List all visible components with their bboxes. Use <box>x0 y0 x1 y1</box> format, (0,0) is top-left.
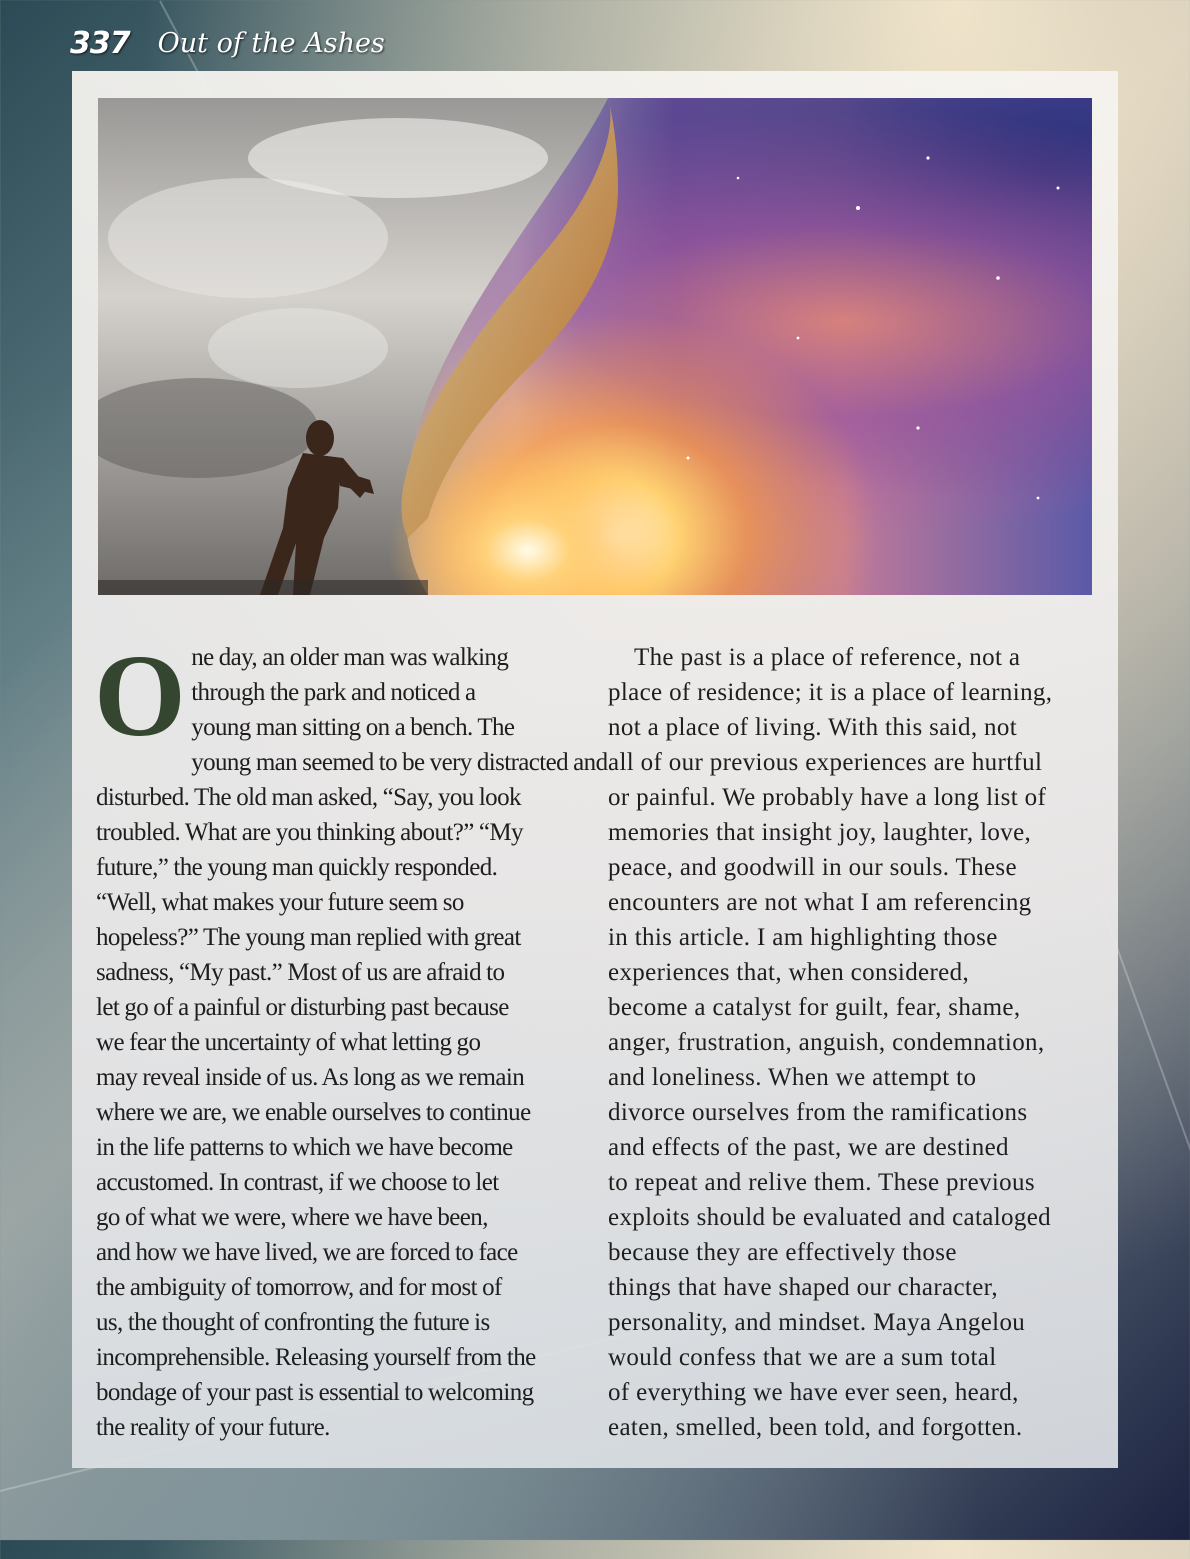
text-line: not a place of living. With this said, not <box>608 714 1018 741</box>
magazine-title: Out of the Ashes <box>157 27 385 59</box>
text-line: The past is a place of reference, not a <box>608 644 1021 671</box>
text-line: let go of a painful or disturbing past because <box>96 994 509 1021</box>
text-line: exploits should be evaluated and cataloged <box>608 1204 1052 1231</box>
page-number: 337 <box>70 25 130 61</box>
text-line: things that have shaped our character, <box>608 1274 998 1301</box>
article-left-column <box>94 630 608 1445</box>
page-header <box>70 20 385 66</box>
text-line: memories that insight joy, laughter, love, <box>608 819 1032 846</box>
text-line: bondage of your past is essential to welcoming <box>96 1379 534 1406</box>
text-line: and loneliness. When we attempt to <box>608 1064 977 1091</box>
text-line: all of our previous experiences are hurtful <box>608 749 1043 776</box>
text-line: divorce ourselves from the ramifications <box>608 1099 1028 1126</box>
text-line: eaten, smelled, been told, and forgotten. <box>608 1414 1023 1441</box>
text-line: we fear the uncertainty of what letting go <box>96 1029 481 1056</box>
text-line: may reveal inside of us. As long as we remain <box>96 1064 525 1091</box>
hero-image <box>98 98 1092 595</box>
text-line: in this article. I am highlighting those <box>608 924 998 951</box>
text-line: incomprehensible. Releasing yourself from the <box>96 1344 536 1371</box>
text-line: sadness, “My past.” Most of us are afraid to <box>96 959 505 986</box>
text-line: experiences that, when considered, <box>608 959 970 986</box>
text-line: accustomed. In contrast, if we choose to let <box>96 1169 499 1196</box>
text-line: personality, and mindset. Maya Angelou <box>608 1309 1026 1336</box>
text-line: “Well, what makes your future seem so <box>96 889 464 916</box>
text-line: go of what we were, where we have been, <box>96 1204 488 1231</box>
text-line: and how we have lived, we are forced to face <box>96 1239 518 1266</box>
text-line: peace, and goodwill in our souls. These <box>608 854 1017 881</box>
text-line: would confess that we are a sum total <box>608 1344 997 1371</box>
text-line: in the life patterns to which we have become <box>96 1134 513 1161</box>
text-line: where we are, we enable ourselves to continue <box>96 1099 531 1126</box>
text-line: through the park and noticed a <box>191 679 476 706</box>
text-line: or painful. We probably have a long list of <box>608 784 1047 811</box>
text-line: young man sitting on a bench. The <box>191 714 515 741</box>
text-line: the ambiguity of tomorrow, and for most of <box>96 1274 502 1301</box>
text-line: anger, frustration, anguish, condemnation, <box>608 1029 1045 1056</box>
text-line: future,” the young man quickly responded. <box>96 854 498 881</box>
text-line: to repeat and relive them. These previous <box>608 1169 1035 1196</box>
text-line: hopeless?” The young man replied with great <box>96 924 521 951</box>
text-line: because they are effectively those <box>608 1239 957 1266</box>
text-line: troubled. What are you thinking about?” “My <box>96 819 523 846</box>
man-pulling-sky-curtain-icon <box>98 98 1092 595</box>
text-line: ne day, an older man was walking <box>191 644 509 671</box>
text-line: and effects of the past, we are destined <box>608 1134 1009 1161</box>
text-line: place of residence; it is a place of learning, <box>608 679 1053 706</box>
text-line: of everything we have ever seen, heard, <box>608 1379 1019 1406</box>
drop-cap: O <box>94 630 186 761</box>
article-right-column <box>608 640 1102 1445</box>
text-line: become a catalyst for guilt, fear, shame, <box>608 994 1021 1021</box>
text-line: young man seemed to be very distracted and <box>191 749 608 776</box>
text-line: disturbed. The old man asked, “Say, you look <box>96 784 521 811</box>
text-line: us, the thought of confronting the future is <box>96 1309 490 1336</box>
text-line: encounters are not what I am referencing <box>608 889 1032 916</box>
text-line: the reality of your future. <box>96 1414 330 1441</box>
